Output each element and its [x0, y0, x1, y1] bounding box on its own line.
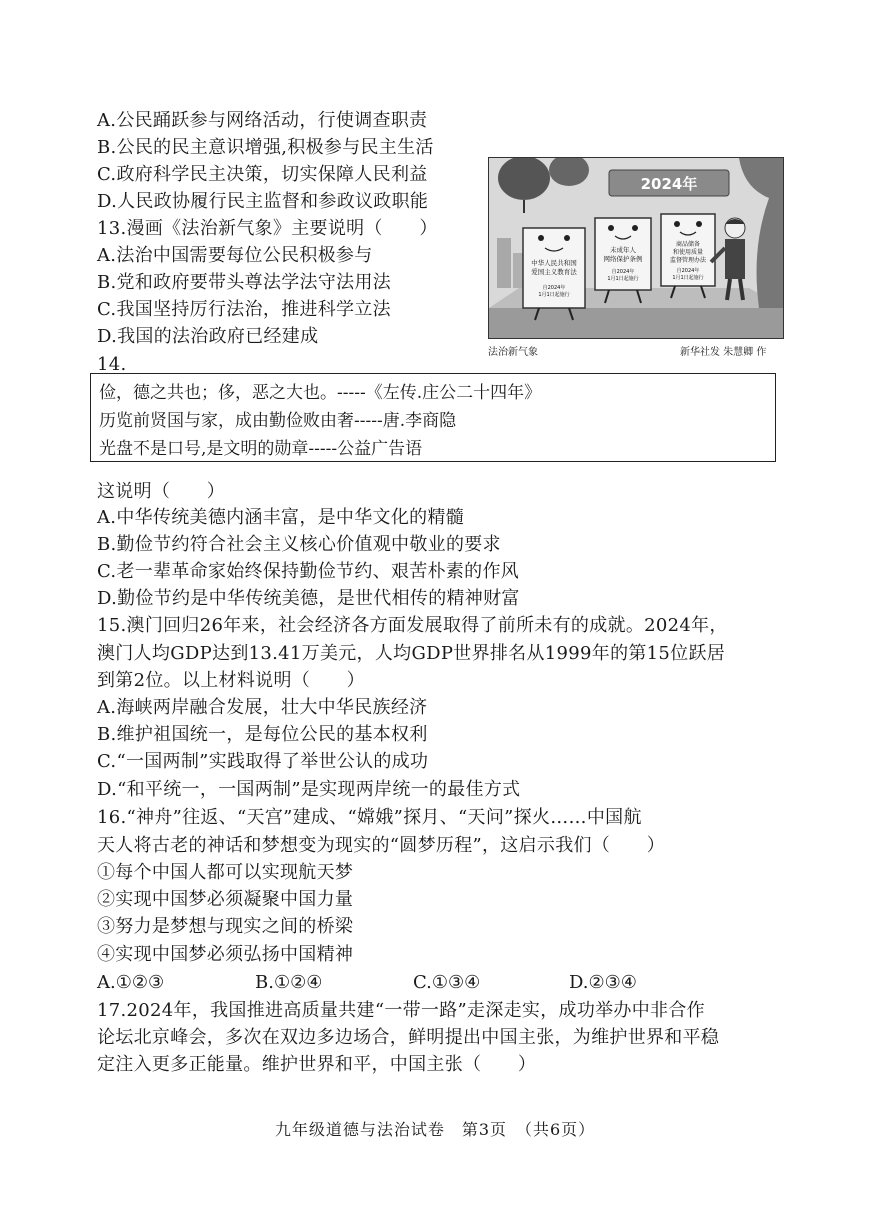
q12-option-c: C.政府科学民主决策，切实保障人民利益: [97, 164, 428, 185]
q13-stem: 13.漫画《法治新气象》主要说明（ ）: [97, 218, 438, 239]
q17-stem-line1: 17.2024年，我国推进高质量共建“一带一路”走深走实，成功举办中非合作: [97, 1000, 705, 1021]
law-book-2: [595, 218, 651, 303]
book1-line2: 爱国主义教育法: [531, 268, 577, 276]
book1-line1: 中华人民共和国: [531, 259, 577, 267]
q14-quote-1: 俭，德之共也；侈，恶之大也。-----《左传.庄公二十四年》: [99, 383, 542, 403]
q15-option-d: D.“和平统一，一国两制”是实现两岸统一的最佳方式: [97, 779, 521, 800]
q13-option-d: D.我国的法治政府已经建成: [97, 326, 319, 347]
cartoon-caption-title: 法治新气象: [488, 347, 538, 358]
q15-stem-line1: 15.澳门回归26年来，社会经济各方面发展取得了前所未有的成就。2024年，: [97, 615, 728, 636]
q14-option-d: D.勤俭节约是中华传统美德，是世代相传的精神财富: [97, 588, 520, 609]
q14-quote-box: [90, 373, 776, 462]
book1-line4: 1月1日起施行: [538, 292, 570, 298]
law-book-3: [661, 214, 715, 298]
q15-stem-line2: 澳门人均GDP达到13.41万美元，人均GDP世界排名从1999年的第15位跃居: [97, 643, 726, 664]
q16-options-row: [97, 970, 797, 996]
book3-line2: 和使用质量: [672, 249, 704, 256]
book3-line5: 1月1日起施行: [672, 275, 704, 281]
book2-line1: 未成年人: [610, 246, 636, 254]
book3-line4: 自2024年: [676, 268, 700, 274]
cartoon-banner: 2024年: [640, 175, 698, 193]
q13-option-b: B.党和政府要带头尊法学法守法用法: [97, 272, 392, 293]
q16-option-d: D.②③④: [569, 972, 637, 993]
q16-statement-2: ②实现中国梦必须凝聚中国力量: [97, 889, 354, 910]
q16-statement-4: ④实现中国梦必须弘扬中国精神: [97, 944, 354, 965]
q16-option-c: C.①③④: [413, 972, 481, 993]
book3-line1: 商品储备: [675, 241, 701, 248]
q16-statement-1: ①每个中国人都可以实现航天梦: [97, 862, 354, 883]
q13-option-c: C.我国坚持厉行法治，推进科学立法: [97, 299, 391, 320]
q12-option-b: B.公民的民主意识增强,积极参与民主生活: [97, 137, 434, 158]
q16-statement-3: ③努力是梦想与现实之间的桥梁: [97, 916, 354, 937]
book2-line4: 1月1日起施行: [607, 276, 639, 282]
q15-stem-line3: 到第2位。以上材料说明（ ）: [97, 670, 365, 691]
cartoon-caption-credit: 新华社发 朱慧卿 作: [680, 347, 767, 358]
q14-stem: 这说明（ ）: [97, 481, 226, 502]
q12-option-d: D.人民政协履行民主监督和参政议政职能: [97, 191, 429, 212]
q15-option-a: A.海峡两岸融合发展，壮大中华民族经济: [97, 697, 428, 718]
book2-line2: 网络保护条例: [603, 255, 643, 263]
book1-line3: 自2024年: [542, 285, 566, 291]
q14-number: 14.: [97, 354, 127, 375]
q17-stem-line2: 论坛北京峰会，多次在双边多边场合，鲜明提出中国主张，为维护世界和平稳: [97, 1027, 720, 1048]
q14-option-b: B.勤俭节约符合社会主义核心价值观中敬业的要求: [97, 534, 501, 555]
q16-option-a: A.①②③: [97, 972, 165, 993]
q13-option-a: A.法治中国需要每位公民积极参与: [97, 245, 373, 266]
book2-line3: 自2024年: [611, 269, 635, 275]
cartoon-figure: [488, 157, 784, 339]
q16-stem-line2: 天人将古老的神话和梦想变为现实的“圆梦历程”，这启示我们（ ）: [97, 835, 666, 856]
q16-stem-line1: 16.“神舟”往返、“天宫”建成、“嫦娥”探月、“天问”探火……中国航: [97, 807, 642, 828]
q17-stem-line3: 定注入更多正能量。维护世界和平，中国主张（ ）: [97, 1054, 537, 1075]
q12-option-a: A.公民踊跃参与网络活动，行使调查职责: [97, 110, 428, 131]
cartoon-illustration: [489, 158, 784, 339]
page-footer: 九年级道德与法治试卷 第3页 （共6页）: [274, 1120, 596, 1139]
q15-option-c: C.“一国两制”实践取得了举世公认的成功: [97, 751, 429, 772]
q15-option-b: B.维护祖国统一，是每位公民的基本权利: [97, 724, 428, 745]
law-book-1: [523, 228, 585, 320]
q14-quote-3: 光盘不是口号,是文明的勋章-----公益广告语: [99, 439, 423, 459]
q14-option-a: A.中华传统美德内涵丰富，是中华文化的精髓: [97, 507, 465, 528]
q14-option-c: C.老一辈革命家始终保持勤俭节约、艰苦朴素的作风: [97, 561, 520, 582]
book3-line3: 监督管理办法: [669, 257, 707, 264]
q16-option-b: B.①②④: [255, 972, 323, 993]
q14-quote-2: 历览前贤国与家，成由勤俭败由奢-----唐.李商隐: [99, 411, 457, 431]
